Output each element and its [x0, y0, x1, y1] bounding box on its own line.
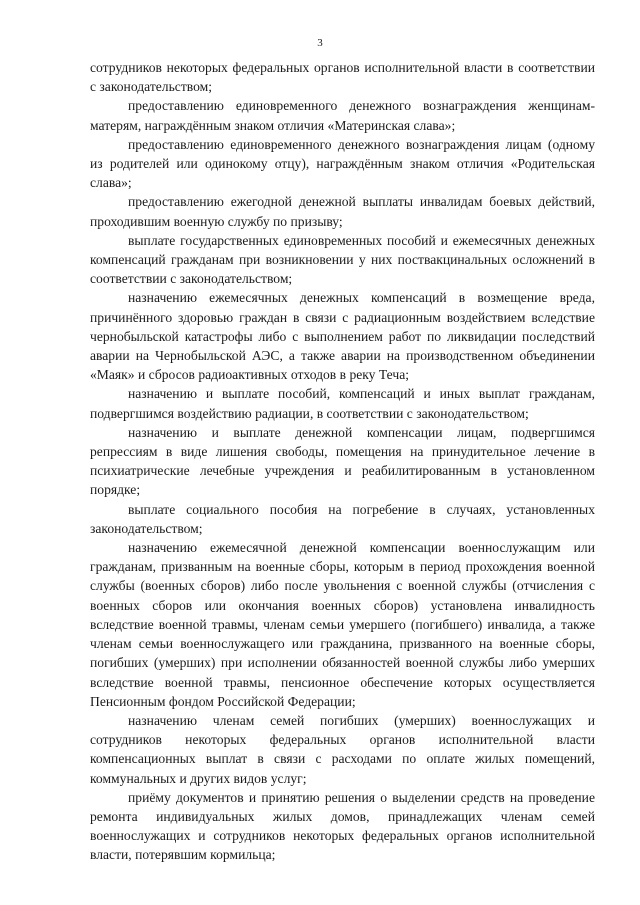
- paragraph-housing-compensation: назначению членам семей погибших (умерших) военнослужащих и сотрудников некоторых федеральных органов исполнительной власти компенсационных выплат в связи с расходами по оплате жилых помещений, коммунальных и других видов услуг;: [90, 712, 595, 786]
- page-number: 3: [317, 37, 323, 49]
- paragraph-materinskaya-slava: предоставлению единовременного денежного вознаграждения женщинам-матерям, награждённым знаком отличия «Материнская слава»;: [90, 98, 595, 133]
- paragraph-combat-invalids-payment: предоставлению ежегодной денежной выплаты инвалидам боевых действий, проходившим военную службу по призыву;: [90, 194, 595, 229]
- paragraph-radiation-damage-compensation: назначению ежемесячных денежных компенсаций в возмещение вреда, причинённого здоровью граждан в связи с радиационным воздействием вследствие чернобыльской катастрофы либо с выполнением работ по ликвидации последствий аварии на Чернобыльской АЭС, а также аварии на производственном объединении «Маяк» и сбросов радиоактивных отходов в реку Теча;: [90, 290, 595, 383]
- paragraph-house-repair-funding: приёму документов и принятию решения о выделении средств на проведение ремонта индивидуальных жилых домов, принадлежащих членам семей военнослужащих и сотрудников некоторых федеральных органов исполнительной власти, потерявшим кормильца;: [90, 789, 595, 863]
- paragraph-repression-compensation: назначению и выплате денежной компенсации лицам, подвергшимся репрессиям в виде лишения свободы, помещения на принудительное лечение в психиатрические лечебные учреждения и реабилитированным в установленном порядке;: [90, 424, 595, 498]
- paragraph-burial-allowance: выплате социального пособия на погребение в случаях, установленных законодательством;: [90, 501, 595, 536]
- paragraph-continuation: сотрудников некоторых федеральных органов исполнительной власти в соответствии с законодательством;: [90, 60, 595, 95]
- paragraph-military-trauma-compensation: назначению ежемесячной денежной компенсации военнослужащим или гражданам, призванным на военные сборы, которым в период прохождения военной службы (военных сборов) либо после увольнения с военной службы (отчисления с военных сборов или окончания военных сборов) установлена инвалидность вследствие военной травмы, членам семьи умершего (погибшего) инвалида, а также членам семьи военнослужащего или гражданина, призванного на военные сборы, погибших (умерших) при исполнении обязанностей военной службы либо умерших вследствие военной травмы, пенсионное обеспечение которых осуществляется Пенсионным фондом Российской Федерации;: [90, 540, 595, 709]
- document-body: [90, 58, 595, 865]
- paragraph-postvaccination-complications: выплате государственных единовременных пособий и ежемесячных денежных компенсаций гражданам при возникновении у них поствакцинальных осложнений в соответствии с законодательством;: [90, 232, 595, 287]
- paragraph-radiation-benefits: назначению и выплате пособий, компенсаций и иных выплат гражданам, подвергшимся воздействию радиации, в соответствии с законодательством;: [90, 386, 595, 421]
- paragraph-roditelskaya-slava: предоставлению единовременного денежного вознаграждения лицам (одному из родителей или одинокому отцу), награждённым знаком отличия «Родительская слава»;: [90, 136, 595, 191]
